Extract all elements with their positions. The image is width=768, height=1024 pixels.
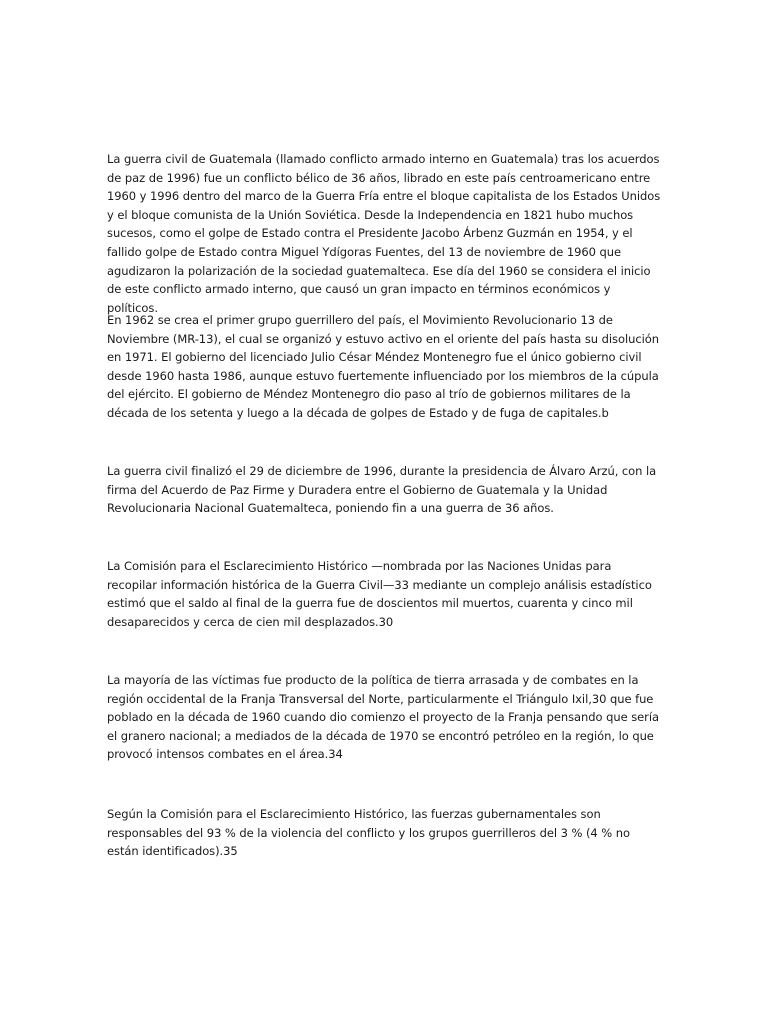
paragraph-clarification-commission: La Comisión para el Esclarecimiento Histórico —nombrada por las Naciones Unidas para recopilar información histórica de la Guerra Civil—33 mediante un complejo análisis estadístico estimó que el saldo al final de la guerra fue de doscientos mil muertos, cuarenta y cinco mil desaparecidos y cerca de cien mil desplazados.30 <box>107 559 652 629</box>
paragraph-victims-franja: La mayoría de las víctimas fue producto de la política de tierra arrasada y de combates en la región occidental de la Franja Transversal del Norte, particularmente el Triángulo Ixil,30 que fue poblado en la década de 1960 cuando dio comienzo el proyecto de la Franja pensando que sería el granero nacional; a mediados de la década de 1970 se encontró petróleo en la región, lo que provocó intensos combates en el área.34 <box>107 673 660 762</box>
paragraph-peace-accord: La guerra civil finalizó el 29 de diciembre de 1996, durante la presidencia de Álvaro Arzú, con la firma del Acuerdo de Paz Firme y Duradera entre el Gobierno de Guatemala y la Unidad Revolucionaria Nacional Guatemalteca, poniendo fin a una guerra de 36 años. <box>107 464 657 516</box>
paragraph-civil-war-intro: La guerra civil de Guatemala (llamado conflicto armado interno en Guatemala) tras los acuerdos de paz de 1996) fue un conflicto bélico de 36 años, librado en este país centroamericano entre 1960 y 1996 dentro del marco de la Guerra Fría entre el bloque capitalista de los Estados Unidos y el bloque comunista de la Unión Soviética. Desde la Independencia en 1821 hubo muchos sucesos, como el golpe de Estado contra el Presidente Jacobo Árbenz Guzmán en 1954, y el fallido golpe de Estado contra Miguel Ydígoras Fuentes, del 13 de noviembre de 1960 que agudizaron la polarización de la sociedad guatemalteca. Ese día del 1960 se considera el inicio de este conflicto armado interno, que causó un gran impacto en términos económicos y políticos. <box>107 152 661 315</box>
paragraph-responsibility-stats: Según la Comisión para el Esclarecimiento Histórico, las fuerzas gubernamentales son responsables del 93 % de la violencia del conflicto y los grupos guerrilleros del 3 % (4 % no están identificados).35 <box>107 807 630 859</box>
paragraph-mr13-guerrilla: En 1962 se crea el primer grupo guerrillero del país, el Movimiento Revolucionario 13 de Noviembre (MR-13), el cual se organizó y estuvo activo en el oriente del país hasta su disolución en 1971. El gobierno del licenciado Julio César Méndez Montenegro fue el único gobierno civil desde 1960 hasta 1986, aunque estuvo fuertemente influenciado por los miembros de la cúpula del ejército. El gobierno de Méndez Montenegro dio paso al trío de gobiernos militares de la década de los setenta y luego a la década de golpes de Estado y de fuga de capitales.b <box>107 313 660 420</box>
